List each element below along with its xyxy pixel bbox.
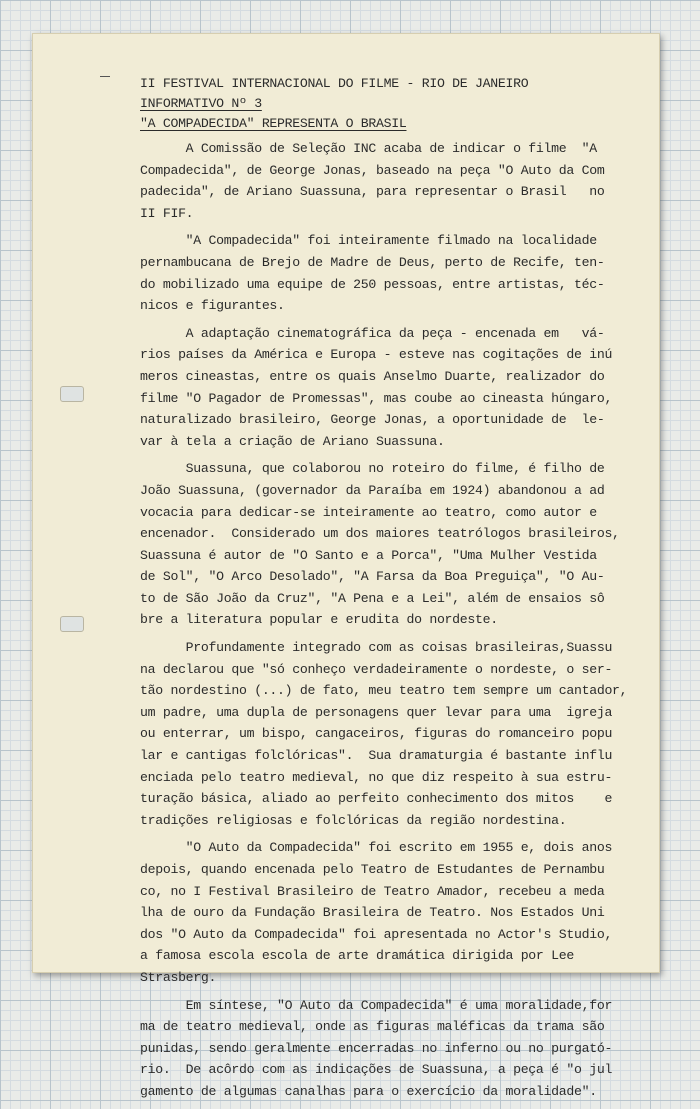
text-line: do mobilizado uma equipe de 250 pessoas, entre artistas, téc- (140, 276, 605, 292)
text-line: tradições religiosas e folclóricas da região nordestina. (140, 812, 567, 828)
text-line: Suassuna, que colaborou no roteiro do filme, é filho de (140, 461, 605, 477)
text-line: de Sol", "O Arco Desolado", "A Farsa da Boa Preguiça", "O Au- (140, 569, 605, 585)
margin-mark (100, 76, 110, 77)
paragraph (140, 837, 640, 988)
paragraph (140, 230, 640, 316)
text-line: ma de teatro medieval, onde as figuras maléficas da trama são (140, 1019, 605, 1035)
text-line: A adaptação cinematográfica da peça - encenada em vá- (140, 325, 605, 341)
text-line: A Comissão de Seleção INC acaba de indicar o filme "A (140, 141, 597, 156)
text-line: Suassuna é autor de "O Santo e a Porca", "Uma Mulher Vestida (140, 547, 597, 563)
text-line: "O Auto da Compadecida" foi escrito em 1955 e, dois anos (140, 840, 613, 856)
text-line: na declarou que "só conheço verdadeiramente o nordeste, o ser- (140, 661, 613, 677)
text-line: bre a literatura popular e erudita do nordeste. (140, 612, 498, 628)
text-line: lha de ouro da Fundação Brasileira de Teatro. Nos Estados Uni (140, 905, 605, 921)
text-line: um padre, uma dupla de personagens quer levar para uma igreja (140, 704, 613, 720)
paragraph (140, 995, 640, 1103)
punch-hole-bottom (60, 616, 84, 632)
text-line: dos "O Auto da Compadecida" foi apresentada no Actor's Studio, (140, 926, 613, 942)
text-line: vocacia para dedicar-se inteiramente ao teatro, como autor e (140, 504, 597, 520)
text-line: Em síntese, "O Auto da Compadecida" é uma moralidade,for (140, 997, 613, 1013)
text-line: naturalizado brasileiro, George Jonas, a oportunidade de le- (140, 412, 605, 428)
text-line: depois, quando encenada pelo Teatro de Estudantes de Pernambu (140, 862, 605, 877)
text-line: co, no I Festival Brasileiro de Teatro Amador, recebeu a meda (140, 883, 605, 899)
paragraph (140, 323, 640, 453)
text-line: Compadecida", de George Jonas, baseado na peça "O Auto da Com (140, 162, 605, 178)
text-line: II FIF. (140, 205, 194, 221)
text-line: Strasberg. (140, 969, 217, 985)
text-line: lar e cantigas folclóricas". Sua dramaturgia é bastante influ (140, 748, 613, 764)
text-line: var à tela a criação de Ariano Suassuna. (140, 433, 445, 449)
text-line: Profundamente integrado com as coisas brasileiras,Suassu (140, 640, 613, 656)
text-line: meros cineastas, entre os quais Anselmo Duarte, realizador do (140, 368, 605, 384)
paragraph (140, 458, 640, 631)
punch-hole-top (60, 386, 84, 402)
text-line: ou enterrar, um bispo, cangaceiros, figuras do romanceiro popu (140, 726, 613, 742)
text-line: to de São João da Cruz", "A Pena e a Lei", além de ensaios sô (140, 590, 605, 606)
text-line: rio. De acôrdo com as indicações de Suassuna, a peça é "o jul (140, 1062, 613, 1078)
text-line: tão nordestino (...) de fato, meu teatro tem sempre um cantador, (140, 683, 628, 699)
text-line: a famosa escola escola de arte dramática dirigida por Lee (140, 948, 574, 964)
text-line: João Suassuna, (governador da Paraíba em 1924) abandonou a ad (140, 482, 605, 498)
text-line: padecida", de Ariano Suassuna, para representar o Brasil no (140, 184, 605, 200)
text-line: pernambucana de Brejo de Madre de Deus, perto de Recife, ten- (140, 254, 605, 270)
paragraph (140, 138, 640, 224)
headline: "A COMPADECIDA" REPRESENTA O BRASIL (140, 116, 407, 131)
paragraph (140, 637, 640, 831)
text-line: "A Compadecida" foi inteiramente filmado na localidade (140, 233, 597, 249)
festival-title: II FESTIVAL INTERNACIONAL DO FILME - RIO DE JANEIRO (140, 76, 529, 91)
text-line: filme "O Pagador de Promessas", mas coube ao cineasta húngaro, (140, 390, 613, 406)
text-line: punidas, sendo geralmente encerradas no inferno ou no purgató- (140, 1040, 613, 1056)
text-line: rios países da América e Europa - esteve nas cogitações de inú (140, 347, 613, 363)
document-text (140, 74, 640, 1109)
text-line: gamento de algumas canalhas para o exercício da moralidade". (140, 1083, 597, 1099)
text-line: encenador. Considerado um dos maiores teatrólogos brasileiros, (140, 526, 620, 542)
bulletin-number: INFORMATIVO Nº 3 (140, 96, 262, 111)
text-line: turação básica, aliado ao perfeito conhecimento dos mitos e (140, 791, 613, 807)
article-body (140, 138, 640, 1103)
text-line: nicos e figurantes. (140, 298, 285, 314)
text-line: enciada pelo teatro medieval, no que diz respeito à sua estru- (140, 769, 613, 785)
